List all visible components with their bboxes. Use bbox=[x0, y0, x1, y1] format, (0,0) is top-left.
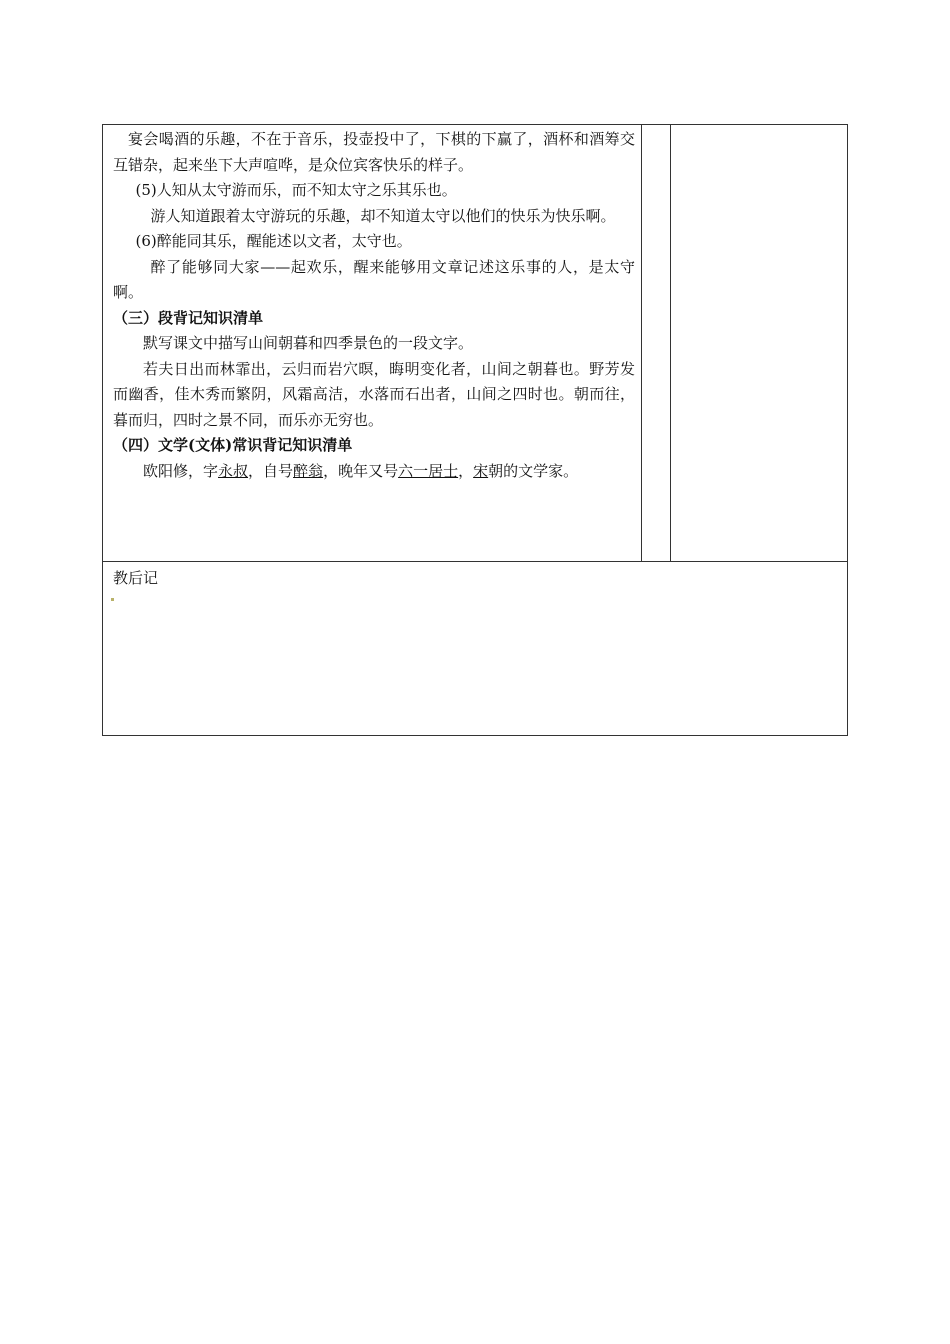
paragraph: 游人知道跟着太守游玩的乐趣，却不知道太守以他们的快乐为快乐啊。 bbox=[150, 206, 616, 225]
lesson-table bbox=[102, 124, 848, 736]
column-divider bbox=[670, 125, 671, 561]
paragraph: 默写课文中描写山间朝暮和四季景色的一段文字。 bbox=[143, 334, 474, 352]
content-cell bbox=[113, 127, 635, 484]
underlined-term: 永叔 bbox=[218, 461, 249, 480]
section-heading: （四）文学(文体)常识背记知识清单 bbox=[113, 436, 353, 454]
underlined-term: 醉翁 bbox=[293, 461, 324, 480]
paragraph: (5)人知从太守游而乐，而不知太守之乐其乐也。 bbox=[135, 181, 457, 199]
section-heading: （三）段背记知识清单 bbox=[113, 308, 264, 327]
column-divider bbox=[641, 125, 642, 561]
paragraph: 宴会喝酒的乐趣，不在于音乐，投壶投中了，下棋的下赢了，酒杯和酒筹交互错杂，起来坐下大声喧哗，是众位宾客快乐的样子。 bbox=[113, 130, 635, 174]
paragraph: 醉了能够同大家——起欢乐，醒来能够用文章记述这乐事的人，是太守啊。 bbox=[113, 257, 635, 301]
row-divider bbox=[103, 561, 847, 562]
underlined-term: 宋 bbox=[473, 461, 489, 480]
paragraph: 欧阳修，字永叔，自号醉翁，晚年又号六一居士，宋朝的文学家。 bbox=[143, 461, 579, 480]
marker-dot bbox=[111, 598, 114, 601]
paragraph: 若夫日出而林霏出，云归而岩穴暝，晦明变化者，山间之朝暮也。野芳发而幽香，佳木秀而繁阴，风霜高洁，水落而石出者，山间之四时也。朝而往，暮而归，四时之景不同，而乐亦无穷也。 bbox=[113, 359, 635, 429]
paragraph: (6)醉能同其乐，醒能述以文者，太守也。 bbox=[135, 232, 412, 250]
notes-label: 教后记 bbox=[113, 569, 159, 587]
underlined-term: 六一居士 bbox=[398, 461, 459, 480]
